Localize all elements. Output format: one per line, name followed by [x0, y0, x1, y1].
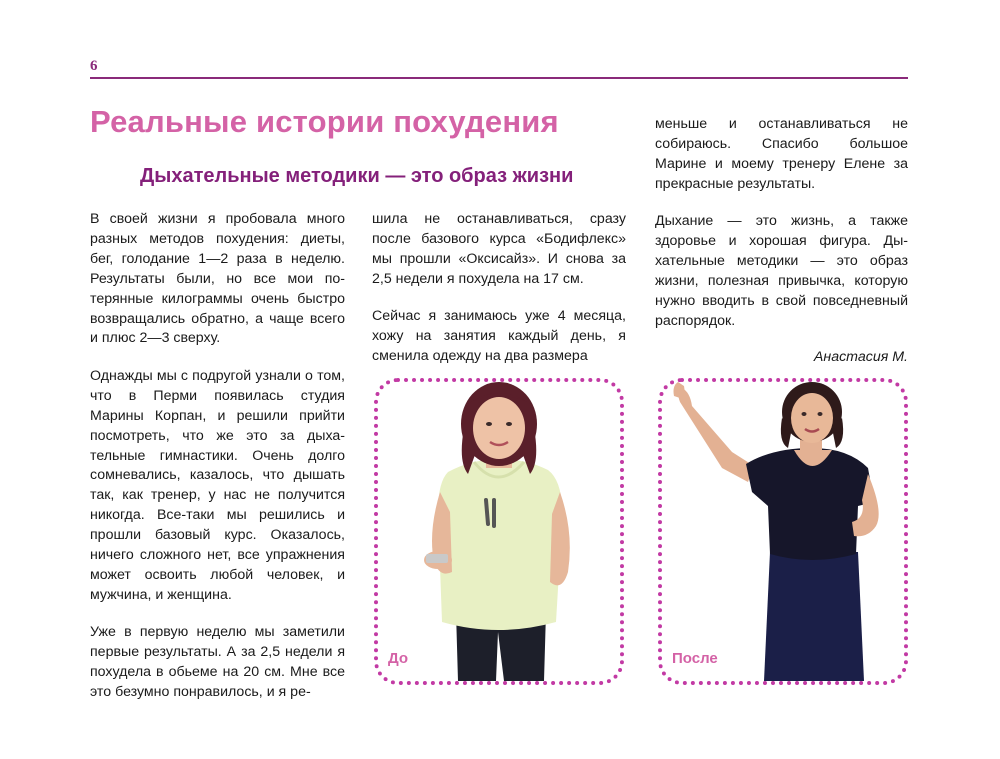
before-photo-frame [374, 378, 624, 685]
text-column-1 [90, 210, 345, 721]
paragraph: Уже в первую неделю мы заметили первые результаты. А за 2,5 недели я похудела в обьеме на 20 см. Мне все это безумно понравилось, и я ре- [90, 624, 345, 701]
article-subtitle: Дыхательные методики — это образ жизни [140, 165, 574, 187]
after-photo-frame [658, 378, 908, 685]
author-signature: Анастасия М. [813, 349, 908, 366]
before-label: До [388, 650, 409, 667]
header-rule [90, 77, 908, 79]
page-title: Реальные истории похудения [90, 104, 559, 139]
page-number: 6 [90, 58, 98, 74]
after-photo-illustration [662, 382, 904, 681]
before-photo-illustration [378, 382, 620, 681]
paragraph: шила не останавливаться, сразу после базового курса «Бодифлекс» мы прошли «Оксисайз». И снова за 2,5 недели я похудела на 17 см. [372, 211, 626, 287]
text-column-3 [655, 115, 908, 386]
paragraph: В своей жизни я пробовала много разных методов похудения: диеты, бег, голодание 1—2 раза в неделю. Результаты были, но все мои потерянные килограммы очень быстро возвращались обратно, а чаще всего и плюс 2—3 сверху. [90, 211, 345, 347]
after-label: После [672, 650, 718, 667]
paragraph: меньше и останавливаться не собираюсь. Спасибо большое Марине и моему тренеру Елене за прекрасные результаты. [655, 116, 908, 192]
text-column-2 [372, 210, 626, 385]
paragraph: Однажды мы с подругой узнали о том, что в Перми появилась студия Марины Корпан, и решили прийти посмотреть, что же это за дыхательные гимнастики. Очень долго сомневались, казалось, что дышать так, как тренер, у нас не получится никогда. Все-таки мы решились и прошли базовый курс. Оказалось, ничего сложного нет, все упражнения может освоить любой человек, и мужчина, и женщина. [90, 367, 345, 603]
paragraph: Сейчас я занимаюсь уже 4 месяца, хожу на занятия каждый день, я сменила одежду на два размера [372, 308, 626, 365]
paragraph: Дыхание — это жизнь, а также здоровье и хорошая фигура. Дыхательные методики — это образ жизни, полезная привычка, которую нужно вводить в свой повседневный распорядок. [655, 213, 908, 329]
